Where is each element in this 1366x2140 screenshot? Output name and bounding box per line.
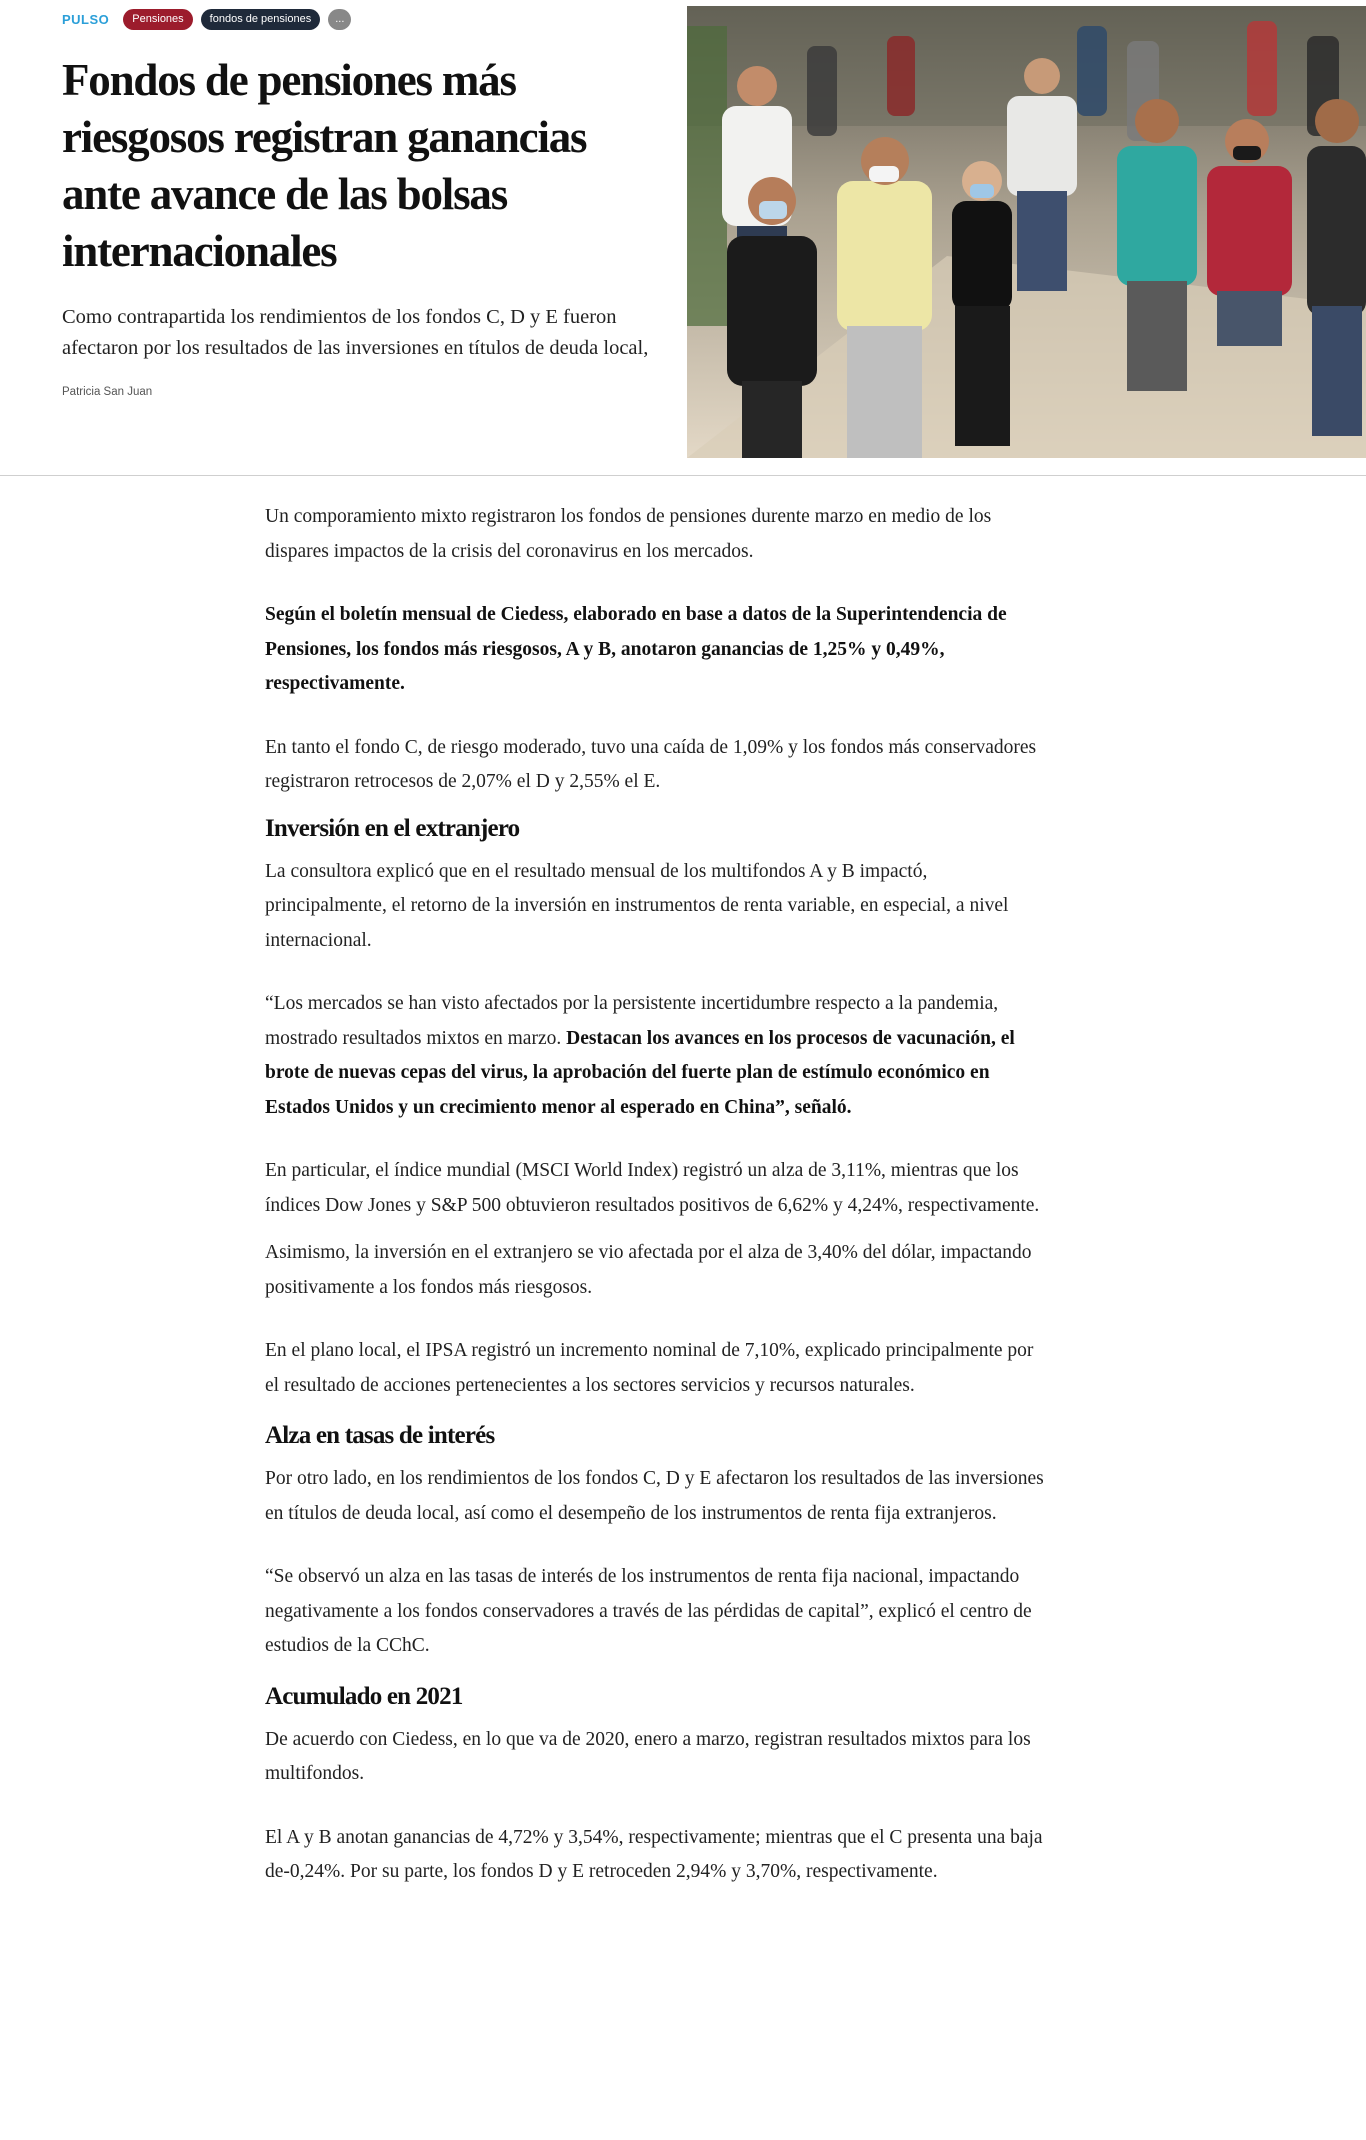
paragraph-9: Por otro lado, en los rendimientos de los fondos C, D y E afectaron los resultados de las inversiones en títulos de deuda local, así como el desempeño de los instrumentos de renta fija extranjeros. (265, 1468, 1044, 1524)
paragraph-2-bold: Según el boletín mensual de Ciedess, elaborado en base a datos de la Superintendencia de Pensiones, los fondos más riesgosos, A y B, anotaron ganancias de 1,25% y 0,49%, respectivamente. (265, 604, 1007, 694)
subheading-acumulado-2021: Acumulado en 2021 (265, 1682, 463, 1710)
paragraph-5 (265, 987, 1049, 1125)
hero-photo (687, 6, 1366, 458)
paragraph-12: El A y B anotan ganancias de 4,72% y 3,54%, respectivamente; mientras que el C presenta una baja de-0,24%. Por su parte, los fondos D y E retroceden 2,94% y 3,70%, respectivamente. (265, 1826, 1043, 1882)
tag-more-button[interactable]: ... (328, 9, 351, 30)
subheading-alza-tasas: Alza en tasas de interés (265, 1422, 495, 1449)
article-header (0, 0, 1366, 476)
header-text-column (62, 8, 672, 398)
paragraph-6: En particular, el índice mundial (MSCI World Index) registró un alza de 3,11%, mientras que los índices Dow Jones y S&P 500 obtuvieron resultados positivos de 6,62% y 4,24%, respectivamente. (265, 1160, 1040, 1216)
subheading-inversion-extranjero: Inversión en el extranjero (265, 814, 520, 842)
headline: Fondos de pensiones más riesgosos registran ganancias ante avance de las bolsas internacionales (62, 55, 587, 276)
byline-author[interactable]: Patricia San Juan (62, 386, 153, 398)
dek: Como contrapartida los rendimientos de los fondos C, D y E fueron afectaron por los resultados de las inversiones en títulos de deuda local, (62, 306, 649, 359)
article-body (265, 500, 1049, 1919)
paragraph-1: Un comporamiento mixto registraron los fondos de pensiones durente marzo en medio de los dispares impactos de la crisis del coronavirus en los mercados. (265, 506, 992, 562)
tag-bar (62, 8, 672, 30)
paragraph-7: Asimismo, la inversión en el extranjero se vio afectada por el alza de 3,40% del dólar, impactando positivamente a los fondos más riesgosos. (265, 1242, 1032, 1298)
paragraph-5-text: “Los mercados se han visto afectados por la persistente incertidumbre respecto a la pandemia, mostrado resultados mixtos en marzo. (265, 993, 999, 1049)
paragraph-3: En tanto el fondo C, de riesgo moderado, tuvo una caída de 1,09% y los fondos más conservadores registraron retrocesos de 2,07% el D y 2,55% el E. (265, 736, 1037, 792)
section-link[interactable]: PULSO (62, 11, 110, 27)
paragraph-8: En el plano local, el IPSA registró un incremento nominal de 7,10%, explicado principalmente por el resultado de acciones pertenecientes a los sectores servicios y recursos naturales. (265, 1340, 1034, 1396)
paragraph-2 (265, 598, 1049, 702)
tag-fondos-de-pensiones[interactable]: fondos de pensiones (201, 9, 321, 30)
paragraph-5-bold: Destacan los avances en los procesos de vacunación, el brote de nuevas cepas del virus, la aprobación del fuerte plan de estímulo económico en Estados Unidos y un crecimiento menor al esperado en China”, señaló. (265, 1027, 1015, 1118)
street-crowd-photo (687, 6, 1366, 458)
paragraph-4: La consultora explicó que en el resultado mensual de los multifondos A y B impactó, principalmente, el retorno de la inversión en instrumentos de renta variable, en especial, a nivel internacional. (265, 860, 1009, 951)
paragraph-11: De acuerdo con Ciedess, en lo que va de 2020, enero a marzo, registran resultados mixtos para los multifondos. (265, 1728, 1031, 1784)
tag-pensiones[interactable]: Pensiones (123, 9, 192, 30)
paragraph-10: “Se observó un alza en las tasas de interés de los instrumentos de renta fija nacional, impactando negativamente a los fondos conservadores a través de las pérdidas de capital”, explicó el centro de estudios de la CChC. (265, 1566, 1032, 1656)
